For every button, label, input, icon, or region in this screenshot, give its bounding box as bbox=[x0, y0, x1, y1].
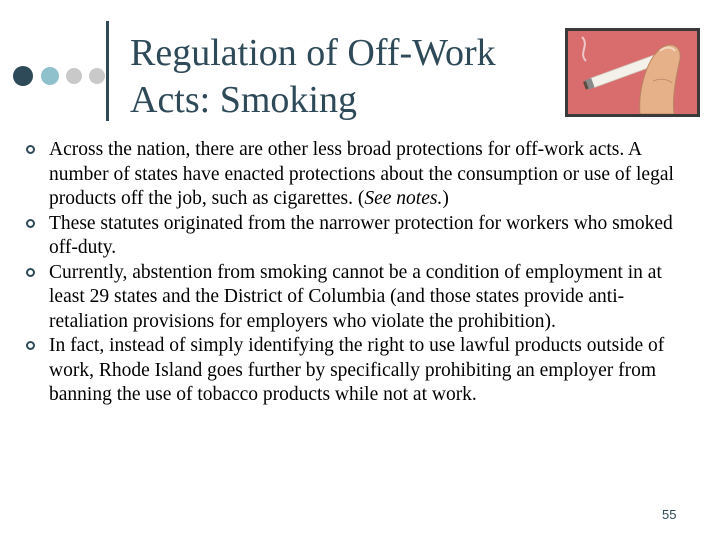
bullet-circle-icon bbox=[26, 219, 35, 228]
cigarette-photo bbox=[565, 28, 700, 117]
page-number: 55 bbox=[662, 507, 677, 522]
bullet-text: Currently, abstention from smoking cannot be a condition of employment in at least 29 states and the District of Columbia (and those states provide anti-retaliation provisions for employers who violate the prohibition). bbox=[49, 261, 662, 332]
slide-title-line-1: Regulation of Off-Work bbox=[130, 32, 496, 74]
bullet-item bbox=[20, 212, 700, 261]
bullet-circle-icon bbox=[26, 145, 35, 154]
bullet-circle-icon bbox=[26, 341, 35, 350]
bullet-circle-icon bbox=[26, 268, 35, 277]
bullet-text-end: ) bbox=[442, 188, 449, 209]
bullet-item bbox=[20, 261, 700, 335]
title-divider bbox=[106, 21, 109, 121]
cigarette-icon bbox=[568, 31, 697, 114]
bullet-list bbox=[20, 138, 700, 408]
bullet-text: These statutes originated from the narrower protection for workers who smoked off-duty. bbox=[49, 212, 673, 258]
dot-gray bbox=[89, 68, 105, 84]
dot-gray bbox=[66, 68, 82, 84]
slide-title-line-2: Acts: Smoking bbox=[130, 79, 357, 121]
dot-dark bbox=[13, 66, 33, 86]
slide-title bbox=[130, 30, 560, 124]
dot-light-blue bbox=[41, 67, 59, 85]
bullet-item bbox=[20, 334, 700, 408]
bullet-text: In fact, instead of simply identifying the right to use lawful products outside of work, Rhode Island goes further by specifically prohibiting an employer from banning the use of tobacco products while not at work. bbox=[49, 335, 665, 405]
bullet-text: Across the nation, there are other less broad protections for off-work acts. A number of states have enacted protections about the consumption or use of legal products off the job, such as cigarettes. ( bbox=[49, 139, 674, 209]
bullet-item bbox=[20, 138, 700, 212]
bullet-italic-text: See notes. bbox=[364, 188, 443, 209]
